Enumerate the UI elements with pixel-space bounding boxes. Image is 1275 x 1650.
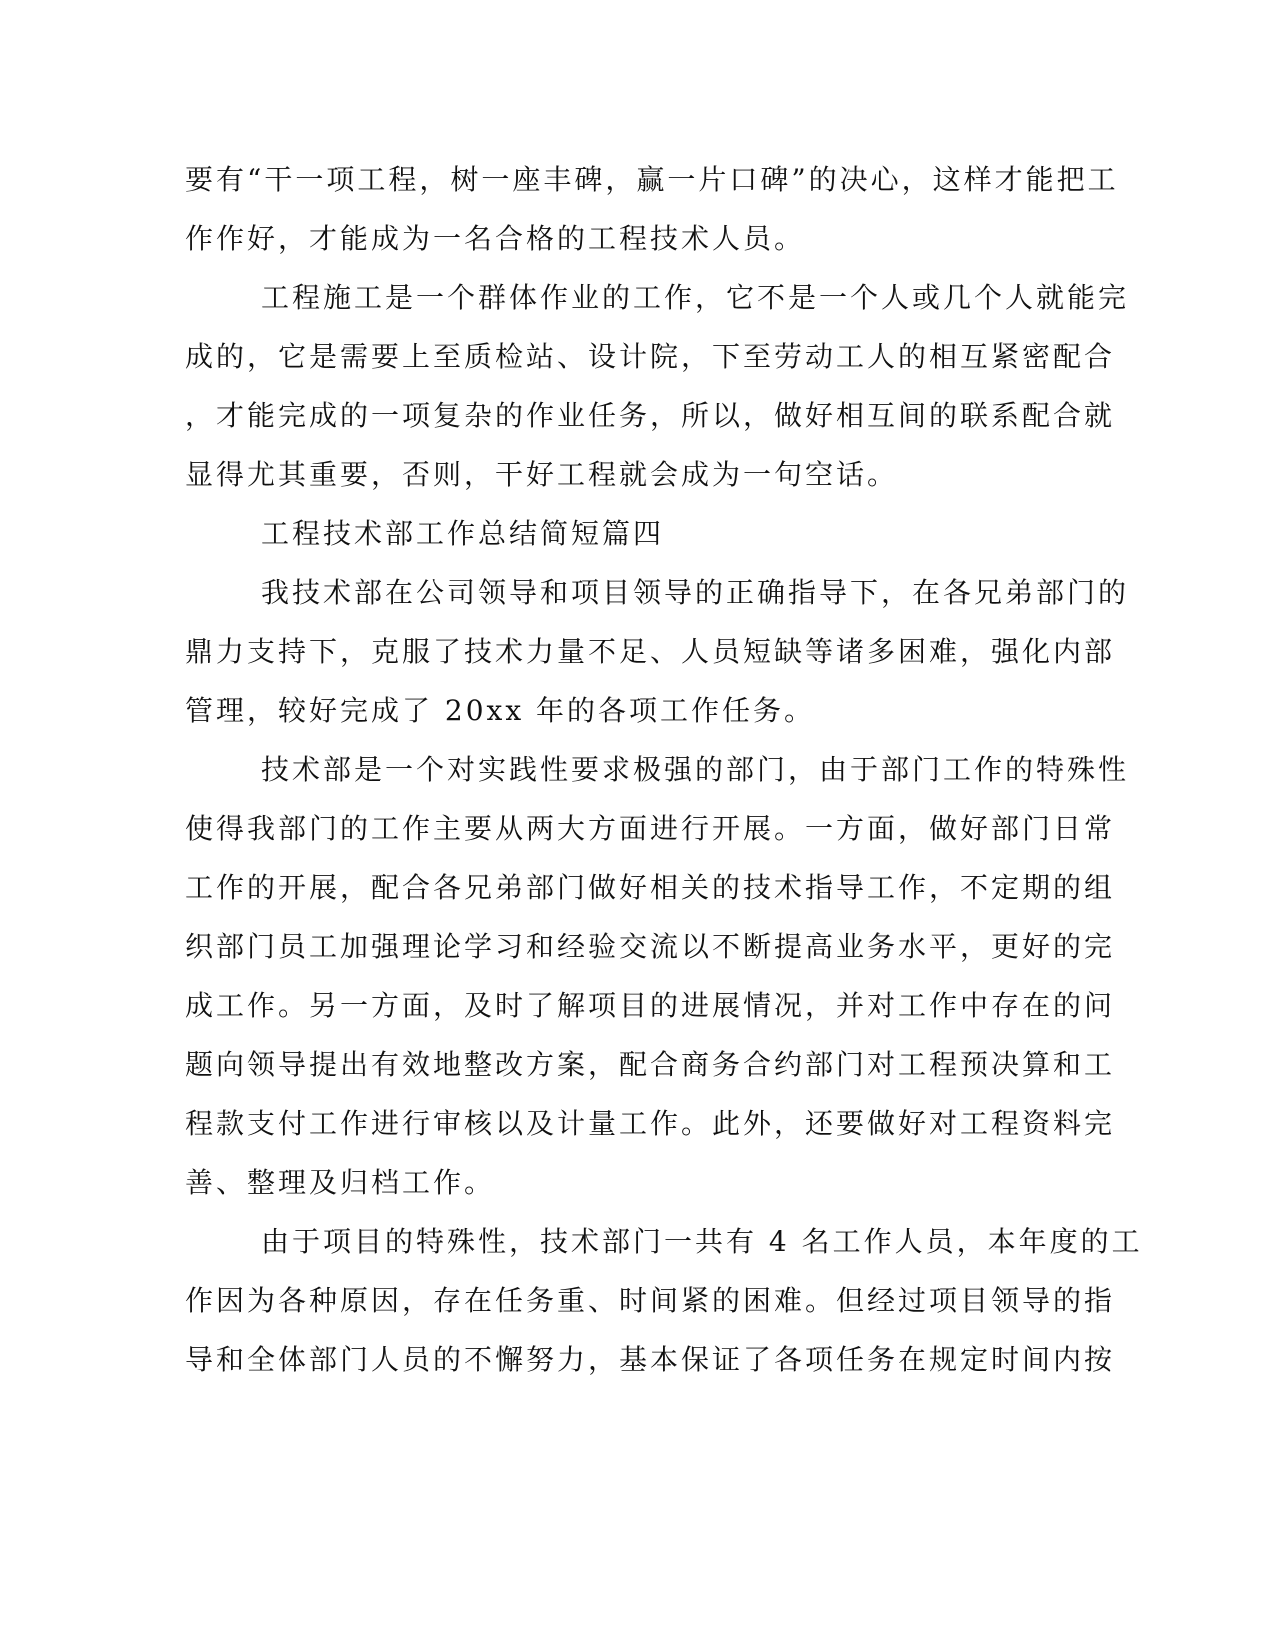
paragraph-start-line: 技术部是一个对实践性要求极强的部门，由于部门工作的特殊性 [261, 753, 1130, 786]
text-line: 程款支付工作进行审核以及计量工作。此外，还要做好对工程资料完 [185, 1107, 1116, 1140]
paragraph-start-line: 由于项目的特殊性，技术部门一共有 4 名工作人员，本年度的工 [261, 1225, 1143, 1258]
text-line: 作因为各种原因，存在任务重、时间紧的困难。但经过项目领导的指 [185, 1284, 1116, 1317]
text-line: 显得尤其重要，否则，干好工程就会成为一句空话。 [185, 458, 899, 491]
text-line: 善、整理及归档工作。 [185, 1166, 496, 1199]
text-line: 成的，它是需要上至质检站、设计院，下至劳动工人的相互紧密配合 [185, 340, 1116, 373]
section-heading: 工程技术部工作总结简短篇四 [261, 517, 665, 550]
text-line: 作作好，才能成为一名合格的工程技术人员。 [185, 222, 806, 255]
text-line: 工作的开展，配合各兄弟部门做好相关的技术指导工作，不定期的组 [185, 871, 1116, 904]
text-line: 管理，较好完成了 20xx 年的各项工作任务。 [185, 694, 816, 727]
paragraph-start-line: 工程施工是一个群体作业的工作，它不是一个人或几个人就能完 [261, 281, 1130, 314]
paragraph-start-line: 我技术部在公司领导和项目领导的正确指导下，在各兄弟部门的 [261, 576, 1130, 609]
text-line: 成工作。另一方面，及时了解项目的进展情况，并对工作中存在的问 [185, 989, 1116, 1022]
text-line: ，才能完成的一项复杂的作业任务，所以，做好相互间的联系配合就 [185, 399, 1116, 432]
text-line: 导和全体部门人员的不懈努力，基本保证了各项任务在规定时间内按 [185, 1343, 1116, 1376]
text-line: 织部门员工加强理论学习和经验交流以不断提高业务水平，更好的完 [185, 930, 1116, 963]
text-line: 题向领导提出有效地整改方案，配合商务合约部门对工程预决算和工 [185, 1048, 1116, 1081]
text-line: 要有“干一项工程，树一座丰碑，赢一片口碑”的决心，这样才能把工 [185, 163, 1119, 196]
text-line: 使得我部门的工作主要从两大方面进行开展。一方面，做好部门日常 [185, 812, 1116, 845]
text-line: 鼎力支持下，克服了技术力量不足、人员短缺等诸多困难，强化内部 [185, 635, 1116, 668]
